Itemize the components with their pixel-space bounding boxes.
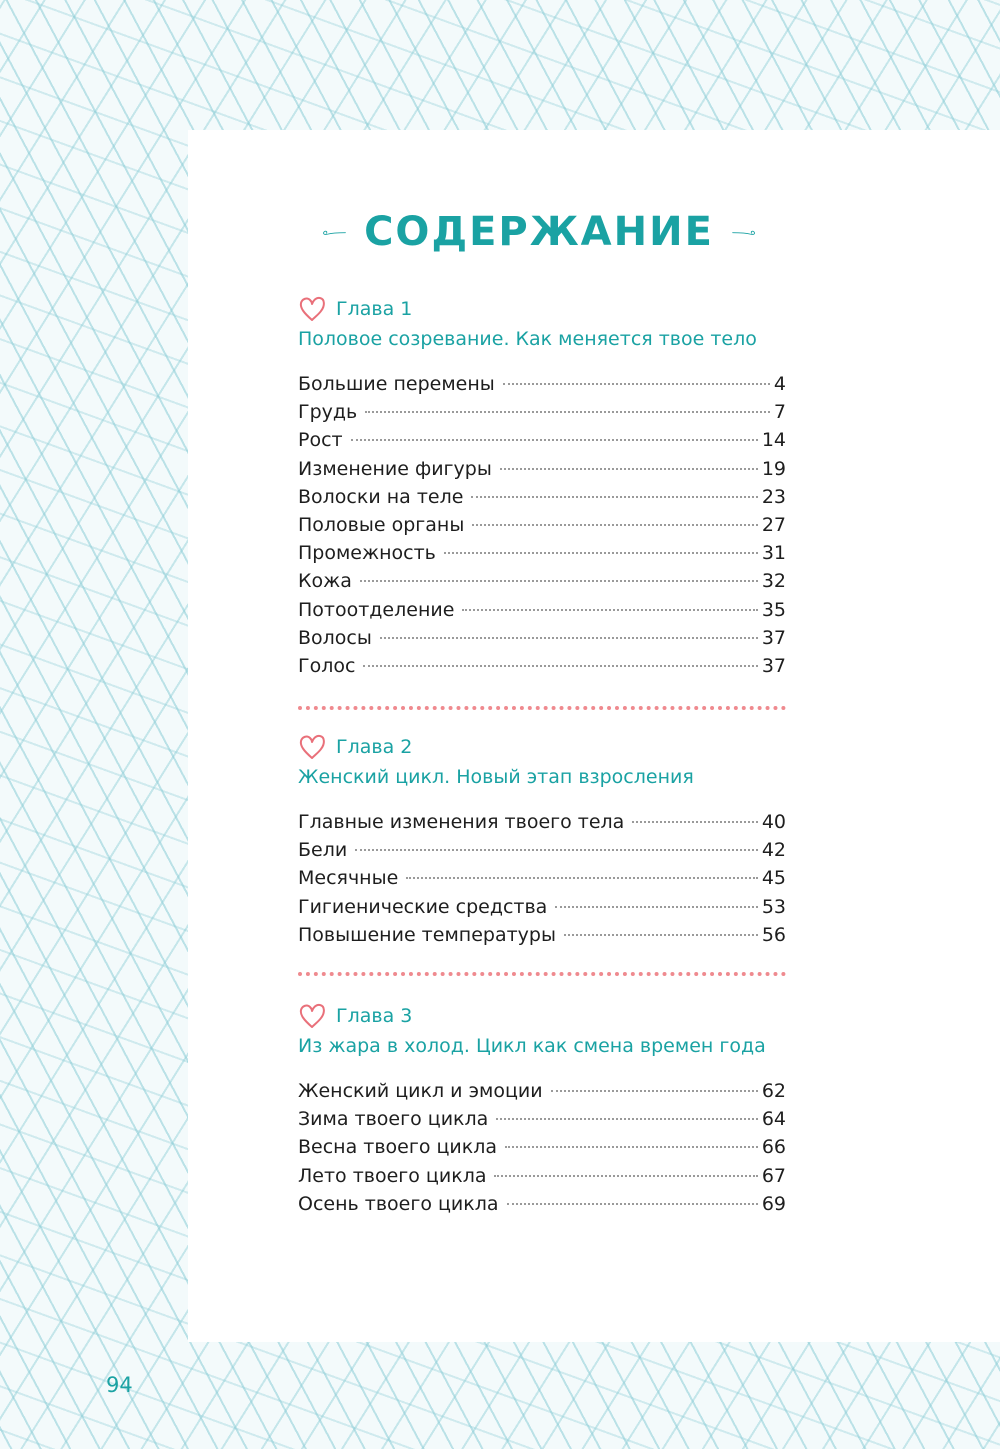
chapter-subtitle: Женский цикл. Новый этап взросления <box>298 766 694 788</box>
toc-entry-label: Осень твоего цикла <box>298 1192 499 1215</box>
dot-leader <box>555 906 757 908</box>
page-number: 94 <box>106 1373 133 1397</box>
dot-leader <box>406 877 758 879</box>
dot-leader <box>505 1146 758 1148</box>
toc-entry-label: Женский цикл и эмоции <box>298 1080 543 1102</box>
chapter-number: Глава 2 <box>336 736 413 758</box>
chapter-number: Глава 1 <box>336 298 413 320</box>
toc-entry-label: Волосы <box>298 626 372 649</box>
dot-leader <box>471 496 757 498</box>
toc-entry-page: 19 <box>761 457 786 480</box>
dot-leader <box>494 1175 757 1177</box>
toc-entry-page: 64 <box>761 1108 786 1131</box>
dot-leader <box>462 609 757 611</box>
toc-entry-page: 4 <box>773 373 786 395</box>
toc-entry-page: 66 <box>761 1136 786 1159</box>
toc-entry[interactable] <box>298 567 786 595</box>
toc-list <box>298 808 786 949</box>
toc-entry-page: 31 <box>761 542 786 565</box>
toc-entry-label: Кожа <box>298 570 352 593</box>
toc-entry[interactable] <box>298 398 786 426</box>
title-row <box>322 200 756 264</box>
dot-leader <box>503 383 770 385</box>
dot-leader <box>360 580 758 582</box>
toc-entry[interactable] <box>298 652 786 680</box>
toc-entry-page: 7 <box>773 401 786 424</box>
toc-entry-page: 62 <box>761 1080 786 1102</box>
toc-entry-page: 69 <box>761 1192 786 1215</box>
dot-leader <box>355 849 758 851</box>
toc-entry[interactable] <box>298 426 786 454</box>
toc-entry-label: Рост <box>298 429 343 452</box>
toc-entry[interactable] <box>298 455 786 483</box>
dot-leader <box>496 1118 757 1120</box>
chapter-header <box>298 732 786 762</box>
toc-entry[interactable] <box>298 836 786 864</box>
toc-entry-label: Повышение температуры <box>298 923 556 946</box>
heart-icon <box>298 734 326 760</box>
toc-entry-page: 32 <box>761 570 786 593</box>
toc-entry-label: Половые органы <box>298 513 465 536</box>
toc-entry-label: Гигиенические средства <box>298 895 548 918</box>
chapter-header <box>298 1001 786 1031</box>
page-title: СОДЕРЖАНИЕ <box>364 209 714 255</box>
toc-list <box>298 370 786 680</box>
toc-entry-label: Волоски на теле <box>298 485 464 508</box>
toc-entry-label: Главные изменения твоего тела <box>298 811 625 833</box>
toc-entry-label: Потоотделение <box>298 598 455 621</box>
toc-entry-page: 27 <box>761 513 786 536</box>
toc-entry[interactable] <box>298 893 786 921</box>
toc-entry-label: Бели <box>298 839 348 862</box>
toc-entry-page: 23 <box>761 485 786 508</box>
flourish-left-icon <box>322 217 346 247</box>
toc-entry[interactable] <box>298 1105 786 1133</box>
toc-entry[interactable] <box>298 921 786 949</box>
toc-entry-label: Промежность <box>298 542 436 565</box>
toc-entry-label: Большие перемены <box>298 373 495 395</box>
dot-leader <box>564 934 758 936</box>
dot-leader <box>351 439 758 441</box>
chapter-3 <box>298 1001 786 1218</box>
dot-leader <box>380 637 758 639</box>
dot-leader <box>365 411 770 413</box>
toc-entry-page: 67 <box>761 1164 786 1187</box>
toc-entry-page: 42 <box>761 839 786 862</box>
toc-entry[interactable] <box>298 511 786 539</box>
toc-entry-page: 35 <box>761 598 786 621</box>
chapter-subtitle: Половое созревание. Как меняется твое тело <box>298 328 757 350</box>
toc-entry[interactable] <box>298 1190 786 1218</box>
dot-leader <box>507 1203 758 1205</box>
heart-icon <box>298 296 326 322</box>
chapter-number: Глава 3 <box>336 1005 413 1027</box>
toc-entry-label: Голос <box>298 654 356 677</box>
toc-entry[interactable] <box>298 808 786 836</box>
toc-entry[interactable] <box>298 864 786 892</box>
chapter-header <box>298 294 786 324</box>
toc-entry[interactable] <box>298 624 786 652</box>
toc-entry-page: 14 <box>761 429 786 452</box>
heart-icon <box>298 1003 326 1029</box>
toc-entry[interactable] <box>298 539 786 567</box>
toc-entry[interactable] <box>298 370 786 398</box>
toc-entry-label: Весна твоего цикла <box>298 1136 498 1159</box>
toc-entry-page: 37 <box>761 626 786 649</box>
dot-leader <box>551 1090 758 1092</box>
dot-leader <box>444 552 758 554</box>
toc-entry[interactable] <box>298 596 786 624</box>
toc-entry[interactable] <box>298 483 786 511</box>
dot-leader <box>472 524 757 526</box>
toc-entry-label: Лето твоего цикла <box>298 1164 487 1187</box>
toc-list <box>298 1077 786 1218</box>
dot-leader <box>632 821 757 823</box>
dot-leader <box>500 468 758 470</box>
chapter-1 <box>298 294 786 680</box>
chapter-subtitle: Из жара в холод. Цикл как смена времен года <box>298 1035 766 1057</box>
toc-entry[interactable] <box>298 1077 786 1105</box>
dot-leader <box>363 665 757 667</box>
toc-entry[interactable] <box>298 1162 786 1190</box>
toc-entry-page: 37 <box>761 654 786 677</box>
toc-entry-label: Зима твоего цикла <box>298 1108 489 1131</box>
toc-entry-label: Грудь <box>298 401 358 424</box>
toc-entry-page: 56 <box>761 923 786 946</box>
toc-entry-label: Изменение фигуры <box>298 457 492 480</box>
flourish-right-icon <box>732 217 756 247</box>
toc-entry-page: 40 <box>761 811 786 833</box>
toc-entry-label: Месячные <box>298 867 399 890</box>
chapter-divider <box>298 706 786 710</box>
toc-entry-page: 53 <box>761 895 786 918</box>
chapter-divider <box>298 972 786 976</box>
chapter-2 <box>298 732 786 949</box>
toc-entry-page: 45 <box>761 867 786 890</box>
toc-entry[interactable] <box>298 1133 786 1161</box>
